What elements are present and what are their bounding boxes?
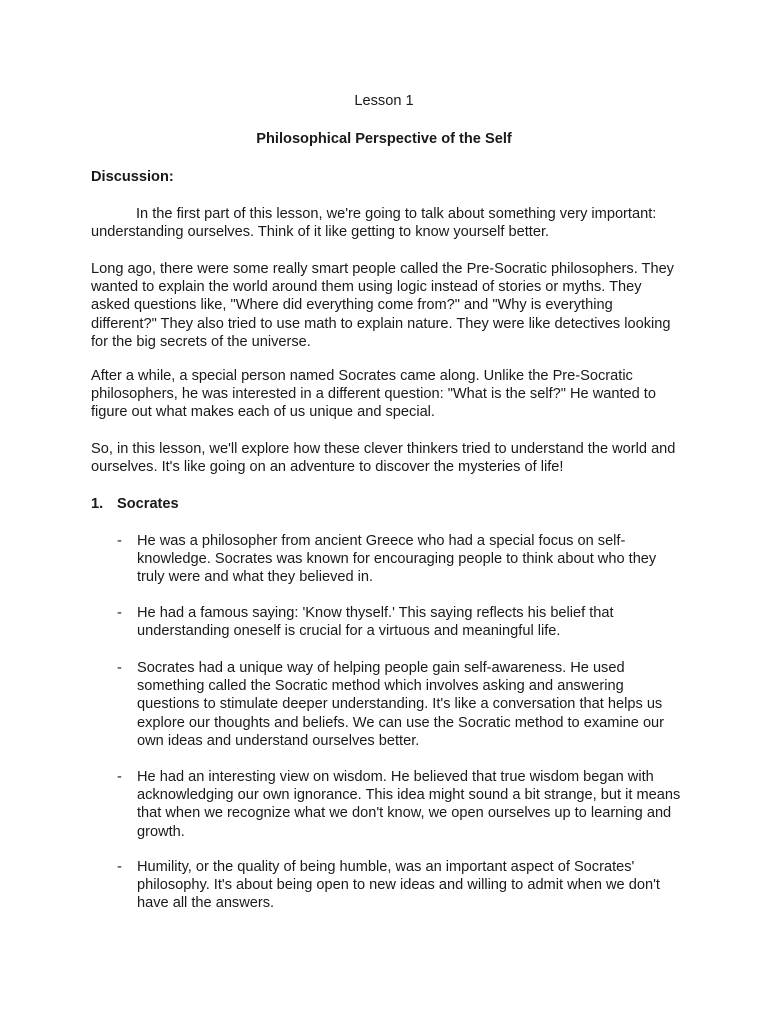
bullet-marker: - bbox=[117, 533, 122, 549]
bullet-text: He was a philosopher from ancient Greece who had a special focus on self-knowledge. Socrates was known for encouraging people to think about who they truly were and what they believed in. bbox=[137, 533, 657, 586]
section-heading bbox=[91, 495, 179, 513]
lesson-label: Lesson 1 bbox=[354, 93, 414, 109]
bullet-marker: - bbox=[117, 605, 122, 621]
section-title: Socrates bbox=[117, 496, 179, 512]
intro-paragraph bbox=[91, 205, 681, 241]
socrates-intro-paragraph: After a while, a special person named Socrates came along. Unlike the Pre-Socratic philosophers, he was interested in a different question: "What is the self?" He wanted to figure out what makes each of us unique and special. bbox=[91, 368, 656, 421]
bullet-text: He had an interesting view on wisdom. He believed that true wisdom began with acknowledging our own ignorance. This idea might sound a bit strange, but it means that when we recognize what we don't know, we open ourselves up to learning and growth. bbox=[137, 769, 681, 840]
bullet-text: He had a famous saying: 'Know thyself.' This saying reflects his belief that understanding oneself is crucial for a virtuous and meaningful life. bbox=[137, 605, 614, 640]
lesson-summary-paragraph: So, in this lesson, we'll explore how these clever thinkers tried to understand the world and ourselves. It's like going on an adventure to discover the mysteries of life! bbox=[91, 441, 676, 476]
page-title: Philosophical Perspective of the Self bbox=[256, 131, 512, 147]
intro-paragraph-text: In the first part of this lesson, we're going to talk about something very important: understanding ourselves. Think of it like getting to know yourself better. bbox=[91, 206, 657, 241]
discussion-heading: Discussion: bbox=[91, 169, 174, 185]
bullet-marker: - bbox=[117, 769, 122, 785]
bullet-marker: - bbox=[117, 660, 122, 676]
section-number: 1. bbox=[91, 496, 104, 512]
bullet-marker: - bbox=[117, 859, 122, 875]
bullet-text: Socrates had a unique way of helping people gain self-awareness. He used something called the Socratic method which involves asking and answering questions to stimulate deeper understanding. It's like a conversation that helps us explore our thoughts and beliefs. We can use the Socratic method to examine our own ideas and understand ourselves better. bbox=[137, 660, 665, 749]
pre-socratic-paragraph: Long ago, there were some really smart people called the Pre-Socratic philosophers. They wanted to explain the world around them using logic instead of stories or myths. They asked questions like, "Where did everything come from?" and "Why is everything different?" They also tried to use math to explain nature. They were like detectives looking for the big secrets of the universe. bbox=[91, 261, 674, 350]
bullet-text: Humility, or the quality of being humble, was an important aspect of Socrates' philosophy. It's about being open to new ideas and willing to admit when we don't have all the answers. bbox=[137, 859, 660, 912]
